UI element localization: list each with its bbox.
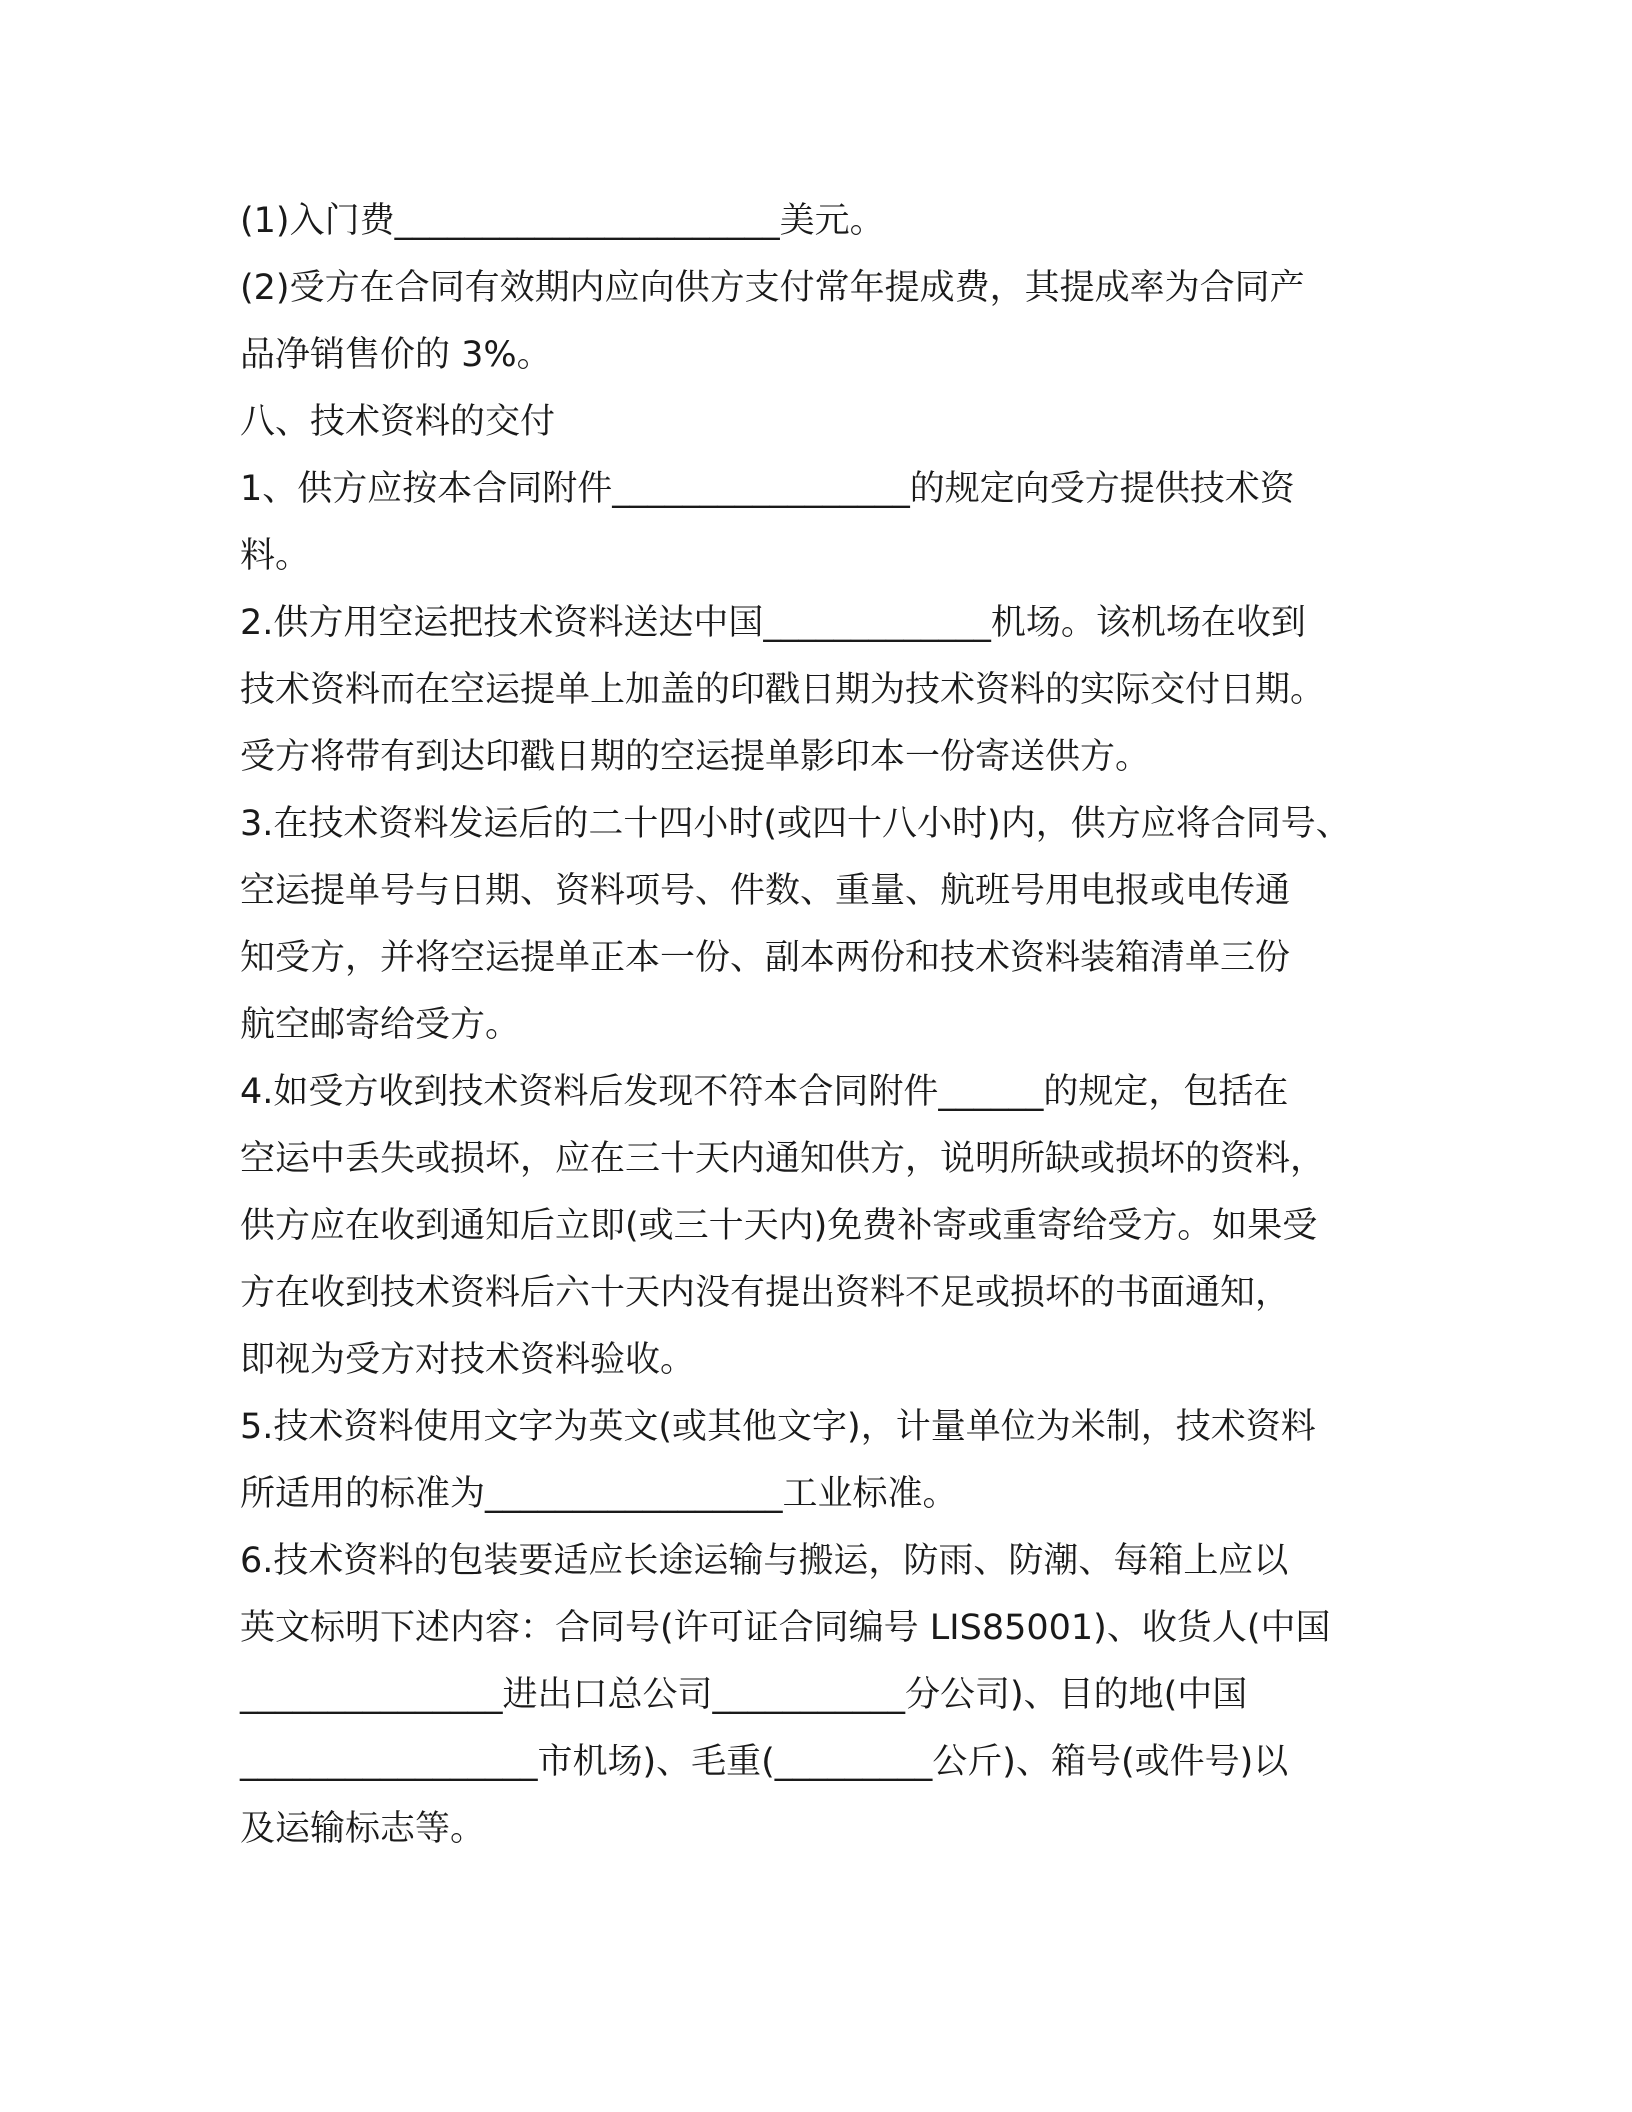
- section-heading: 八、技术资料的交付: [240, 402, 556, 442]
- text-line: 1、供方应按本合同附件_________________的规定向受方提供技术资: [240, 469, 1295, 509]
- text-line: 料。: [240, 536, 311, 576]
- text-line: _________________市机场)、毛重(_________公斤)、箱号(或件号)以: [240, 1742, 1289, 1782]
- text-line: (1)入门费______________________美元。: [240, 201, 885, 241]
- text-line: 3.在技术资料发运后的二十四小时(或四十八小时)内，供方应将合同号、: [240, 804, 1351, 844]
- text-line: 空运提单号与日期、资料项号、件数、重量、航班号用电报或电传通: [240, 871, 1291, 911]
- text-line: 航空邮寄给受方。: [240, 1005, 521, 1045]
- text-line: 受方将带有到达印戳日期的空运提单影印本一份寄送供方。: [240, 737, 1151, 777]
- text-line: 英文标明下述内容：合同号(许可证合同编号 LIS85001)、收货人(中国: [240, 1608, 1331, 1648]
- text-line: 供方应在收到通知后立即(或三十天内)免费补寄或重寄给受方。如果受: [240, 1206, 1318, 1246]
- text-line: 品净销售价的 3%。: [240, 335, 552, 375]
- text-line: 5.技术资料使用文字为英文(或其他文字)，计量单位为米制，技术资料: [240, 1407, 1316, 1447]
- text-line: 2.供方用空运把技术资料送达中国_____________机场。该机场在收到: [240, 603, 1306, 643]
- text-line: 4.如受方收到技术资料后发现不符本合同附件______的规定，包括在: [240, 1072, 1289, 1112]
- text-line: 知受方，并将空运提单正本一份、副本两份和技术资料装箱清单三份: [240, 938, 1291, 978]
- text-line: 及运输标志等。: [240, 1809, 486, 1849]
- text-line: 所适用的标准为_________________工业标准。: [240, 1474, 958, 1514]
- text-line: (2)受方在合同有效期内应向供方支付常年提成费，其提成率为合同产: [240, 268, 1305, 308]
- text-line: 6.技术资料的包装要适应长途运输与搬运，防雨、防潮、每箱上应以: [240, 1541, 1289, 1581]
- document-body: [240, 188, 1410, 1863]
- text-line: 空运中丢失或损坏，应在三十天内通知供方，说明所缺或损坏的资料，: [240, 1139, 1326, 1179]
- text-line: 技术资料而在空运提单上加盖的印戳日期为技术资料的实际交付日期。: [240, 670, 1326, 710]
- text-line: _______________进出口总公司___________分公司)、目的地(中国: [240, 1675, 1248, 1715]
- text-line: 方在收到技术资料后六十天内没有提出资料不足或损坏的书面通知，: [240, 1273, 1291, 1313]
- text-line: 即视为受方对技术资料验收。: [240, 1340, 696, 1380]
